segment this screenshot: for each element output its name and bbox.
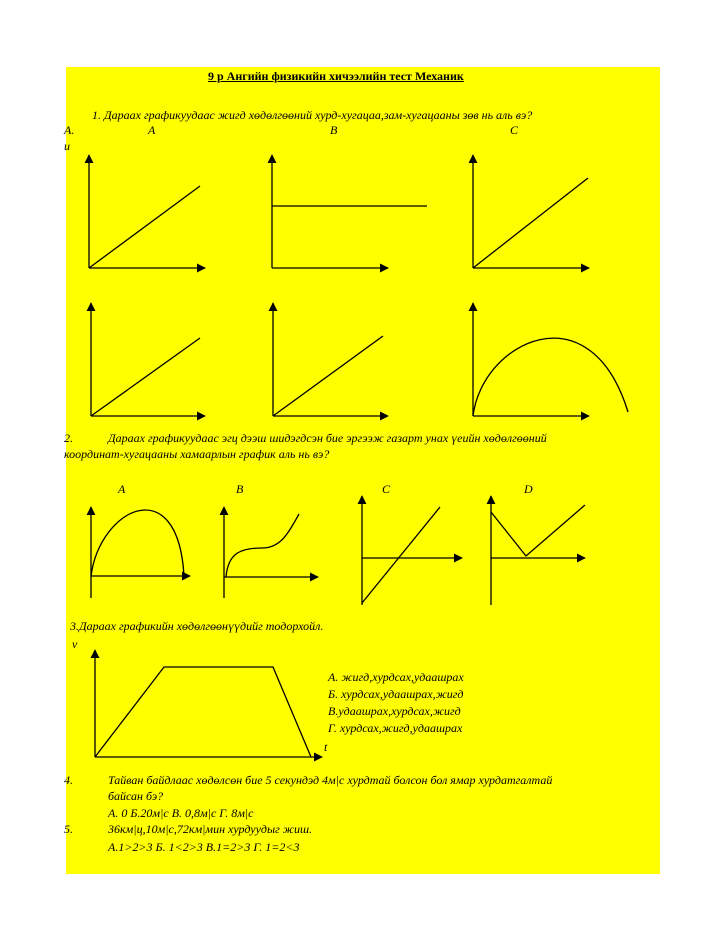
graph-line	[273, 336, 383, 416]
q1-label-c: С	[510, 123, 519, 137]
question-2-text-line1: Дараах графикуудаас эгц дээш шидэгдсэн бие эргээж газарт унах үеийн хөдөлгөөний	[108, 431, 547, 445]
question-1-text: 1. Дараах графикуудаас жигд хөдөлгөөний хурд-хугацаа,зам-хугацааны зөв нь аль вэ?	[92, 108, 533, 122]
q3-option-b: Б. хурдсах,удаашрах,жигд	[328, 687, 464, 701]
question-5-answers: А.1>2>3 Б. 1<2>3 В.1=2>3 Г. 1=2<3	[108, 840, 300, 854]
graph-q2-c	[362, 496, 462, 605]
q1-label-a: А	[148, 123, 156, 137]
graph-q1-c	[473, 155, 589, 268]
question-2-number: 2.	[64, 431, 73, 445]
graph-curve	[226, 514, 299, 577]
graph-q1-a	[89, 155, 205, 268]
graph-curve	[473, 338, 628, 416]
question-1-option-prefix: А.	[64, 123, 75, 137]
question-4-answers: А. 0 Б.20м|с В. 0,8м|с Г. 8м|с	[108, 806, 254, 820]
graph-q2-a	[91, 507, 190, 598]
q3-option-d: Г. хурдсах,жигд,удаашрах	[328, 721, 463, 735]
graph-q1-d	[91, 303, 205, 416]
question-4-text-line2: байсан бэ?	[108, 789, 164, 803]
q3-option-c: В.удаашрах,хурдсах,жигд	[328, 704, 461, 718]
q2-label-a: А	[118, 482, 126, 496]
graph-line	[91, 338, 200, 416]
question-2-text-line2: координат-хугацааны хамаарлын график аль нь вэ?	[64, 447, 330, 461]
graph-line	[89, 186, 200, 268]
graph-q2-b	[224, 507, 318, 598]
graph-q1-f	[473, 303, 628, 416]
graph-line	[95, 667, 311, 757]
q2-label-d: D	[524, 482, 533, 496]
graph-q2-d	[491, 496, 585, 605]
q1-axis-label: u	[64, 139, 70, 153]
graph-line	[362, 507, 440, 603]
question-4-text-line1: Тайван байдлаас хөдөлсөн бие 5 секундэд 4м|с хурдтай болсон бол ямар хурдатгалтай	[108, 773, 553, 787]
graph-line	[491, 505, 585, 556]
page-title: 9 р Ангийн физикийн хичээлийн тест Механик	[208, 69, 464, 83]
graph-curve	[91, 510, 184, 576]
question-4-number: 4.	[64, 773, 73, 787]
graph-line	[473, 178, 588, 268]
q2-label-c: С	[382, 482, 391, 496]
q2-label-b: В	[236, 482, 244, 496]
q3-option-a: А. жигд,хурдсах,удаашрах	[328, 670, 464, 684]
graph-q3-velocity-time	[95, 650, 322, 757]
question-5-number: 5.	[64, 822, 73, 836]
q3-y-axis-label: v	[72, 637, 78, 651]
q1-label-b: В	[330, 123, 338, 137]
question-5-text: 36км|ц,10м|с,72км|мин хурдуудыг жиш.	[108, 822, 312, 836]
q3-x-axis-label: t	[324, 740, 328, 754]
graph-q1-b	[272, 155, 427, 268]
graph-q1-e	[273, 303, 388, 416]
question-3-text: 3.Дараах графикийн хөдөлгөөнүүдийг тодорхойл.	[70, 619, 324, 633]
